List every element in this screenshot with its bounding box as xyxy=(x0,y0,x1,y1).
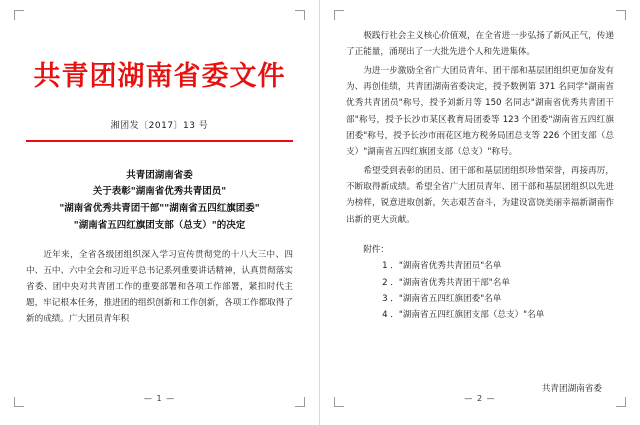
page-2-paragraph-1: 极践行社会主义核心价值观，在全省进一步弘扬了新风正气，传递了正能量，涌现出了一大批先进个人和先进集体。 xyxy=(346,31,614,58)
document-title-line-3: "湖南省优秀共青团干部""湖南省五四红旗团委" xyxy=(59,202,260,214)
document-title-line-1: 共青团湖南省委 xyxy=(126,169,193,181)
document-masthead: 共青团湖南省委文件 xyxy=(33,61,286,92)
crop-mark-top-left xyxy=(14,10,24,20)
document-signature: 共青团湖南省委 xyxy=(541,383,602,394)
document-page-2[interactable] xyxy=(320,0,640,425)
crop-mark-top-right xyxy=(616,10,626,20)
attachment-item: 3 ．"湖南省五四红旗团委"名单 xyxy=(382,293,502,304)
page-1-content xyxy=(26,20,293,399)
page-2-content xyxy=(346,28,614,399)
attachment-item: 4 ．"湖南省五四红旗团支部（总支）"名单 xyxy=(382,310,545,321)
crop-mark-top-right xyxy=(295,10,305,20)
page-1-number: — 1 — xyxy=(143,394,176,403)
document-number: 湘团发〔2017〕13 号 xyxy=(110,120,209,131)
attachments-list xyxy=(346,258,614,323)
document-title-line-2: 关于表彰"湖南省优秀共青团员" xyxy=(92,186,227,198)
red-divider-rule xyxy=(26,140,293,142)
page-1-paragraph-1: 近年来，全省各级团组织深入学习宣传贯彻党的十八大三中、四中、五中、六中全会和习近平总书记系列重要讲话精神，认真贯彻落实省委、团中央对共青团工作的重要部署和各项工作部署，紧扣时代主题，牢记根本任务，推进团的组织创新和工作创新，各项工作都取得了新的成绩。广大团员青年积 xyxy=(26,250,293,324)
crop-mark-top-left xyxy=(334,10,344,20)
attachment-item: 2 ．"湖南省优秀共青团干部"名单 xyxy=(382,277,510,288)
page-2-paragraph-2: 为进一步激励全省广大团员青年、团干部和基层团组织更加奋发有为、再创佳绩，共青团湖南省委决定，授予数例第 371 名同学"湖南省优秀共青团员"称号，授予刘新月等 150 名同志"湖南省优秀共青团干部"称号，授予长沙市某区教育局团委等 123 个团委"湖南省五四红旗团委"称号，授予长沙市雨花区地方税务局团总支等 226 个团支部（总支）"湖南省五四红旗团支部（总支）"称号。 xyxy=(346,65,614,158)
page-2-paragraph-3: 希望受到表彰的团员、团干部和基层团组织珍惜荣誉，再接再厉，不断取得新成绩。希望全省广大团员青年、团干部和基层团组织以先进为榜样，锐意进取创新，矢志艰苦奋斗，为建设富饶美丽幸福新湖南作出新的更大贡献。 xyxy=(346,165,614,225)
attachments-label: 附件： xyxy=(363,244,389,255)
document-title-block xyxy=(26,168,293,235)
document-title-line-4: "湖南省五四红旗团支部（总支）"的决定 xyxy=(73,219,246,231)
page-2-number: — 2 — xyxy=(464,394,496,403)
attachment-item: 1 ．"湖南省优秀共青团员"名单 xyxy=(382,261,502,272)
